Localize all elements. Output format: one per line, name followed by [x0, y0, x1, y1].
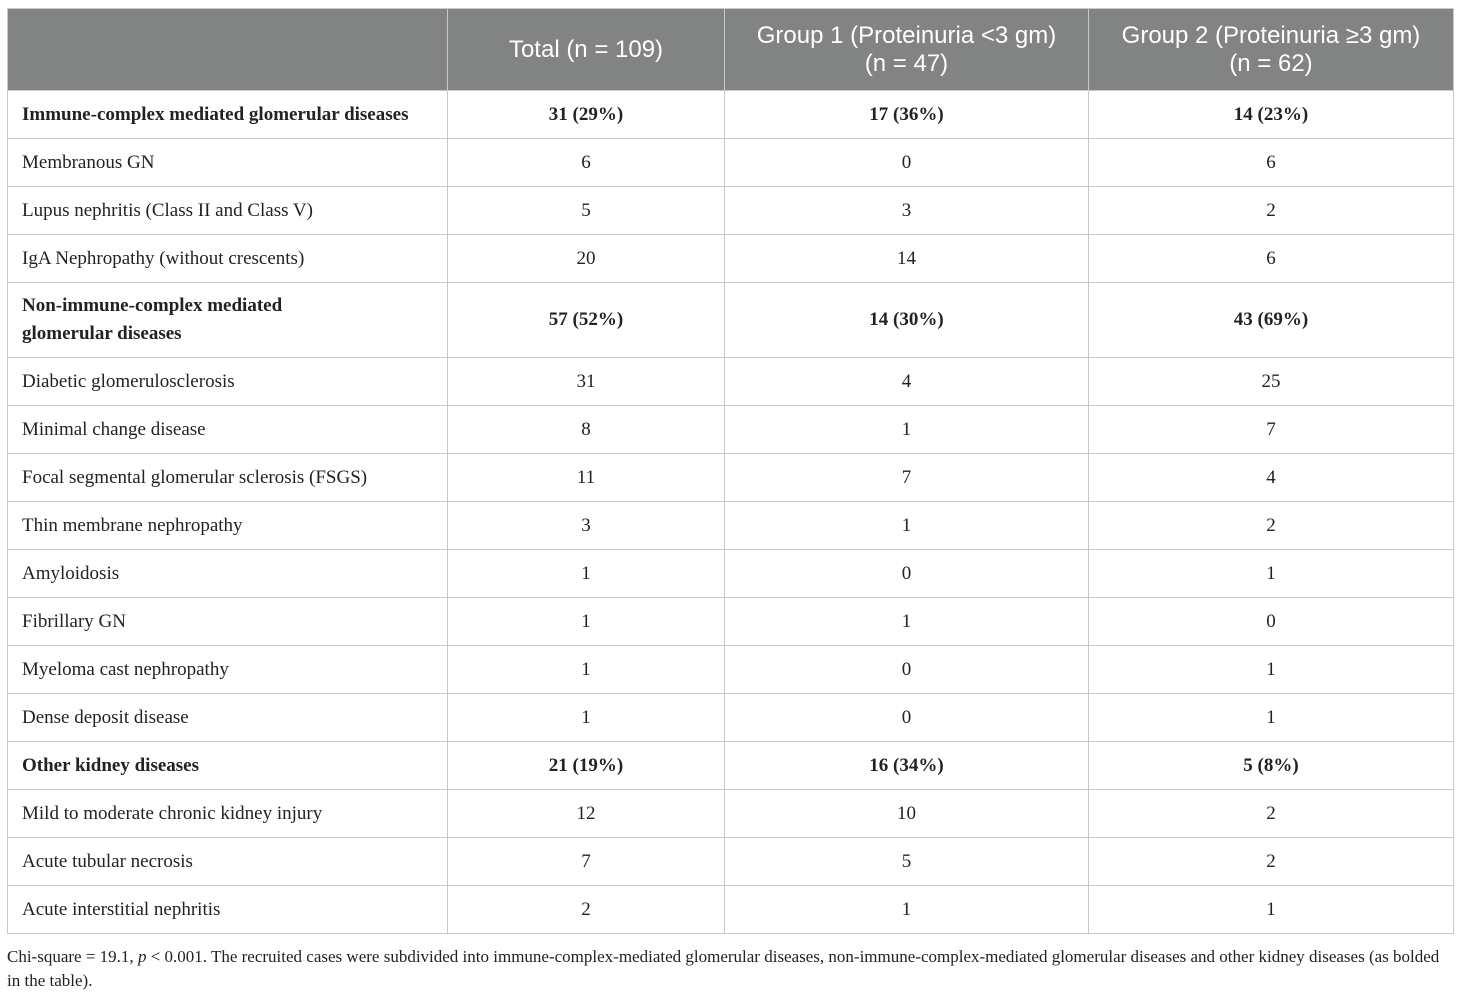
footnote-p: p	[137, 947, 147, 966]
total-cell: 2	[448, 886, 725, 934]
header-group-2	[1089, 9, 1454, 91]
row-label-cell: Non-immune-complex mediated glomerular diseases	[8, 283, 448, 358]
total-cell: 7	[448, 838, 725, 886]
data-table-container	[7, 8, 1453, 934]
group-1-cell: 3	[725, 187, 1089, 235]
header-group-1-title: Group 1 (Proteinuria <3 gm)	[756, 21, 1057, 49]
table-row	[8, 838, 1454, 886]
row-label-cell: Acute tubular necrosis	[8, 838, 448, 886]
group-1-cell: 17 (36%)	[725, 91, 1089, 139]
row-label-cell: Minimal change disease	[8, 406, 448, 454]
header-group-2-title: Group 2 (Proteinuria ≥3 gm)	[1121, 21, 1421, 49]
table-row	[8, 790, 1454, 838]
group-2-cell: 14 (23%)	[1089, 91, 1454, 139]
group-2-cell: 2	[1089, 790, 1454, 838]
table-row	[8, 550, 1454, 598]
row-label-cell: Amyloidosis	[8, 550, 448, 598]
total-cell: 20	[448, 235, 725, 283]
table-row-category	[8, 91, 1454, 139]
group-2-cell: 2	[1089, 502, 1454, 550]
total-cell: 6	[448, 139, 725, 187]
group-1-cell: 1	[725, 502, 1089, 550]
group-2-cell: 1	[1089, 550, 1454, 598]
total-cell: 11	[448, 454, 725, 502]
group-2-cell: 25	[1089, 358, 1454, 406]
table-row	[8, 454, 1454, 502]
group-2-cell: 6	[1089, 235, 1454, 283]
table-row	[8, 358, 1454, 406]
group-1-cell: 1	[725, 886, 1089, 934]
total-cell: 31	[448, 358, 725, 406]
row-label-cell: Diabetic glomerulosclerosis	[8, 358, 448, 406]
total-cell: 21 (19%)	[448, 742, 725, 790]
group-1-cell: 5	[725, 838, 1089, 886]
group-1-cell: 0	[725, 694, 1089, 742]
table-row	[8, 694, 1454, 742]
table-row	[8, 187, 1454, 235]
header-total-text: Total (n = 109)	[508, 35, 664, 63]
header-group-1-count: (n = 47)	[864, 49, 949, 77]
total-cell: 57 (52%)	[448, 283, 725, 358]
row-label-cell: Lupus nephritis (Class II and Class V)	[8, 187, 448, 235]
row-label-cell: Membranous GN	[8, 139, 448, 187]
group-2-cell: 2	[1089, 838, 1454, 886]
group-1-cell: 14	[725, 235, 1089, 283]
group-1-cell: 1	[725, 598, 1089, 646]
group-2-cell: 4	[1089, 454, 1454, 502]
group-1-cell: 7	[725, 454, 1089, 502]
group-1-cell: 4	[725, 358, 1089, 406]
header-group-1	[725, 9, 1089, 91]
group-1-cell: 14 (30%)	[725, 283, 1089, 358]
footnote-post: < 0.001. The recruited cases were subdivided into immune-complex-mediated glomerular diseases, non-immune-complex-mediated glomerular diseases and other kidney diseases (as bolded in the table).	[7, 947, 1440, 990]
group-1-cell: 1	[725, 406, 1089, 454]
group-2-cell: 1	[1089, 646, 1454, 694]
total-cell: 1	[448, 550, 725, 598]
table-row	[8, 646, 1454, 694]
group-1-cell: 0	[725, 139, 1089, 187]
group-2-cell: 43 (69%)	[1089, 283, 1454, 358]
row-label-cell: Acute interstitial nephritis	[8, 886, 448, 934]
group-1-cell: 0	[725, 550, 1089, 598]
footnote-pre: Chi-square = 19.1,	[7, 947, 138, 966]
group-2-cell: 5 (8%)	[1089, 742, 1454, 790]
table-row	[8, 886, 1454, 934]
row-label-cell: Fibrillary GN	[8, 598, 448, 646]
table-body	[8, 91, 1454, 934]
table-row	[8, 406, 1454, 454]
group-1-cell: 16 (34%)	[725, 742, 1089, 790]
row-label-cell: Myeloma cast nephropathy	[8, 646, 448, 694]
disease-distribution-table	[7, 8, 1454, 934]
row-label-cell: Dense deposit disease	[8, 694, 448, 742]
group-2-cell: 6	[1089, 139, 1454, 187]
table-row	[8, 139, 1454, 187]
group-2-cell: 0	[1089, 598, 1454, 646]
group-1-cell: 0	[725, 646, 1089, 694]
total-cell: 8	[448, 406, 725, 454]
total-cell: 5	[448, 187, 725, 235]
total-cell: 12	[448, 790, 725, 838]
total-cell: 3	[448, 502, 725, 550]
group-1-cell: 10	[725, 790, 1089, 838]
group-2-cell: 1	[1089, 886, 1454, 934]
total-cell: 1	[448, 646, 725, 694]
row-label-cell: Focal segmental glomerular sclerosis (FSGS)	[8, 454, 448, 502]
total-cell: 1	[448, 598, 725, 646]
table-row-category	[8, 283, 1454, 358]
group-2-cell: 1	[1089, 694, 1454, 742]
table-row-category	[8, 742, 1454, 790]
table-row	[8, 235, 1454, 283]
total-cell: 1	[448, 694, 725, 742]
table-header-row	[8, 9, 1454, 91]
group-2-cell: 7	[1089, 406, 1454, 454]
header-label-column	[8, 9, 448, 91]
row-label-cell: Thin membrane nephropathy	[8, 502, 448, 550]
table-footnote	[7, 945, 1453, 993]
header-total	[448, 9, 725, 91]
row-label-cell: Immune-complex mediated glomerular diseases	[8, 91, 448, 139]
row-label-cell: Mild to moderate chronic kidney injury	[8, 790, 448, 838]
row-label-cell: Other kidney diseases	[8, 742, 448, 790]
table-row	[8, 502, 1454, 550]
header-group-2-count: (n = 62)	[1229, 49, 1313, 77]
table-row	[8, 598, 1454, 646]
total-cell: 31 (29%)	[448, 91, 725, 139]
row-label-cell: IgA Nephropathy (without crescents)	[8, 235, 448, 283]
group-2-cell: 2	[1089, 187, 1454, 235]
